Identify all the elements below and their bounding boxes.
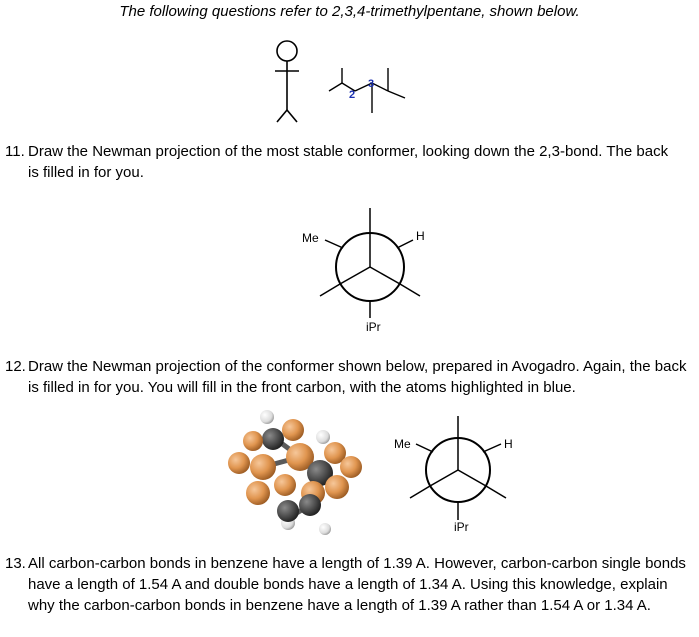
- newman-bottom-label: iPr: [366, 320, 381, 334]
- highlighted-atom: [340, 456, 362, 478]
- question-text: Draw the Newman projection of the conformer shown below, prepared in Avogadro. Again, the back is filled in for you. You will fill in the front carbon, with the atoms highlighted in blue.: [28, 358, 687, 396]
- question-text: All carbon-carbon bonds in benzene have a length of 1.39 A. However, carbon-carbon single bonds have a length of 1.54 A and double bonds have a length of 1.34 A. Using this knowledge, explain why the carbon-carbon bonds in benzene have a length of 1.39 A rather than 1.54 A or 1.34 A.: [28, 555, 686, 614]
- newman-left-label: Me: [394, 437, 411, 451]
- question-number: 12.: [5, 358, 26, 375]
- hydrogen-atom: [316, 430, 330, 444]
- carbon-label-3: 3: [368, 78, 375, 90]
- avogadro-molecule-model: [225, 405, 370, 535]
- question-13: [0, 553, 699, 637]
- newman-right-label: H: [504, 437, 513, 451]
- highlighted-atom: [325, 475, 349, 499]
- highlighted-atom: [246, 481, 270, 505]
- highlighted-atom: [250, 454, 276, 480]
- highlighted-atom: [282, 419, 304, 441]
- newman-projection-2: [388, 410, 523, 535]
- question-number: 13.: [5, 555, 26, 572]
- trimethylpentane-skeleton: [329, 68, 405, 113]
- highlighted-atom: [243, 431, 263, 451]
- newman-projection-1: [300, 200, 440, 335]
- hydrogen-atom: [260, 410, 274, 424]
- newman-bottom-label: iPr: [454, 520, 469, 534]
- skeletal-structure-figure: [265, 38, 425, 128]
- question-12: [0, 356, 699, 398]
- stick-figure-icon: [275, 41, 299, 122]
- carbon-label-2: 2: [349, 89, 356, 101]
- question-text: Draw the Newman projection of the most stable conformer, looking down the 2,3-bond. The back is filled in for you.: [28, 143, 669, 181]
- highlighted-atom: [228, 452, 250, 474]
- newman-left-label: Me: [302, 231, 319, 245]
- question-number: 11.: [5, 143, 25, 160]
- highlighted-atom: [274, 474, 296, 496]
- intro-text: The following questions refer to 2,3,4-trimethylpentane, shown below.: [119, 3, 580, 20]
- newman-right-label: H: [416, 229, 425, 243]
- carbon-atom: [299, 494, 321, 516]
- hydrogen-atom: [319, 523, 331, 535]
- carbon-atom: [262, 428, 284, 450]
- carbon-atom: [277, 500, 299, 522]
- question-11: [0, 141, 699, 183]
